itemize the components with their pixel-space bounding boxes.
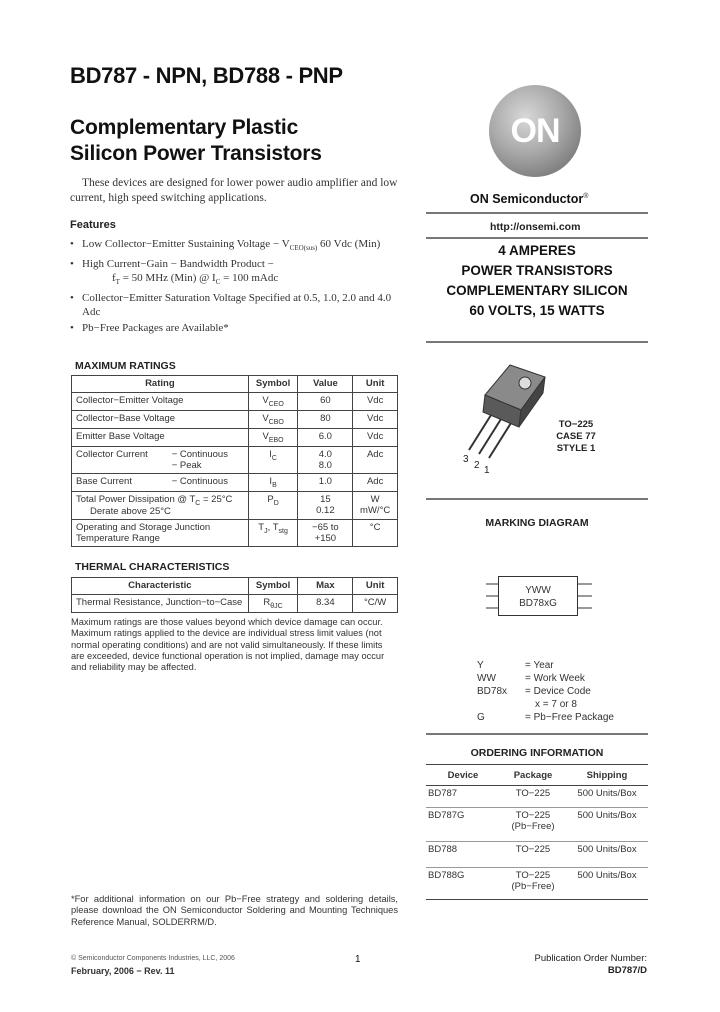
footer-right: [520, 953, 647, 977]
lead-2: [479, 419, 501, 454]
bullet-icon: •: [70, 292, 74, 305]
bullet-icon: •: [70, 238, 74, 250]
publication-label: Publication Order Number:: [534, 953, 647, 964]
page-number: 1: [355, 954, 361, 965]
pin-label: 3: [463, 454, 469, 465]
intro-paragraph: These devices are designed for lower power audio amplifier and low current, high speed switching applications.: [70, 177, 398, 204]
on-logo: [489, 85, 581, 177]
table-row: BD787 TO−225 500 Units/Box: [428, 788, 637, 799]
feature-item: • Collector−Emitter Saturation Voltage Specified at 0.5, 1.0, 2.0 and 4.0 Adc: [70, 292, 392, 319]
logo-text: ON: [510, 111, 560, 150]
part-title: BD787 - NPN, BD788 - PNP: [70, 63, 343, 88]
max-ratings-heading: MAXIMUM RATINGS: [75, 360, 176, 372]
footnote: *For additional information on our Pb−Free strategy and soldering details, please download the ON Semiconductor Soldering and Mounting Techniques Reference Manual, SOLDERRM/D.: [71, 894, 398, 927]
features-list: [70, 237, 410, 337]
table-row: Collector−Emitter Voltage $V_{CEO}$ 60 Vdc: [72, 393, 398, 411]
table-header-row: Characteristic Symbol Max Unit: [72, 578, 398, 595]
bullet-icon: •: [70, 258, 74, 271]
ft-spec: $f_T = 50$ MHz (Min) @ $I_C = 100$ mAdc: [112, 272, 279, 287]
company-name: ON Semiconductor®: [470, 192, 589, 206]
copyright: © Semiconductor Components Industries, LLC, 2006: [71, 955, 235, 962]
marking-heading: MARKING DIAGRAM: [485, 517, 589, 529]
marking-pins: [486, 576, 592, 616]
features-heading: Features: [70, 219, 116, 231]
table-row: BD788 TO−225 500 Units/Box: [426, 842, 648, 868]
publication-number: BD787/D: [607, 965, 647, 976]
table-row: Collector−Base Voltage $V_{CBO}$ 80 Vdc: [72, 410, 398, 428]
feature-item: • Pb−Free Packages are Available*: [70, 322, 229, 335]
table-row: Collector Current − Continuous − Peak $I_C$ 4.0 8.0 Adc: [72, 446, 398, 473]
table-row: Operating and Storage Junction Temperature Range $T_J$, $T_{stg}$ −65 to +150 °C: [72, 520, 398, 547]
thermal-table: [71, 577, 398, 613]
footer-left: [71, 953, 235, 977]
thermal-heading: THERMAL CHARACTERISTICS: [75, 561, 230, 573]
pin-label: 2: [474, 460, 480, 471]
table-row: BD787G TO−225 (Pb−Free) 500 Units/Box: [426, 808, 648, 842]
marking-legend: Y = Year WW = Work Week BD78x = Device Code x = 7 or 8 G = Pb−Free Package: [477, 660, 614, 723]
lead-3: [469, 415, 491, 450]
feature-item: • Low Collector−Emitter Sustaining Voltage − $V_{CEO(sus)}$ 60 Vdc (Min): [70, 238, 381, 253]
table-row: Base Current − Continuous $I_B$ 1.0 Adc: [72, 473, 398, 491]
lead-1: [489, 423, 511, 458]
revision-date: February, 2006 − Rev. 11: [71, 966, 175, 976]
divider: [426, 733, 648, 735]
ratings-notes: Maximum ratings are those values beyond which device damage can occur. Maximum ratings applied to the device are individual stress limit values (not normal operating conditions) and are not valid simultaneously. If these limits are exceeded, device functional operation is not implied, damage may occur and reliability may be affected.: [71, 617, 385, 673]
package-label: TO−225 CASE 77 STYLE 1: [556, 419, 596, 454]
to225-package-icon: [455, 355, 555, 465]
title-line-2: Silicon Power Transistors: [70, 142, 322, 165]
title-line-1: Complementary Plastic: [70, 116, 299, 139]
bullet-icon: •: [70, 322, 74, 335]
document-title: [70, 115, 322, 167]
ordering-table: [426, 764, 648, 900]
device-description: 4 AMPERES POWER TRANSISTORS COMPLEMENTARY SILICON 60 VOLTS, 15 WATTS: [446, 243, 628, 318]
table-row: Emitter Base Voltage $V_{EBO}$ 6.0 Vdc: [72, 428, 398, 446]
table-header-row: Device Package Shipping: [426, 765, 648, 786]
website-url[interactable]: http://onsemi.com: [490, 221, 581, 233]
ordering-heading: ORDERING INFORMATION: [470, 747, 604, 759]
max-ratings-table: [71, 375, 398, 547]
mounting-hole: [519, 377, 531, 389]
table-row: Thermal Resistance, Junction−to−Case $R_{\theta JC}$ 8.34 °C/W: [72, 595, 398, 613]
table-row: Total Power Dissipation @ $T_C = 25^\circ C$ Derate above 25°C $P_D$ 15 0.12 W mW/°C: [72, 491, 398, 520]
marking-box: YWW BD78xG: [498, 576, 578, 616]
feature-item: • High Current−Gain − Bandwidth Product − $f_T = 50$ MHz (Min) @ $I_C = 100$ mAdc: [70, 257, 410, 289]
pin-label: 1: [484, 465, 490, 476]
table-row: BD788G TO−225 (Pb−Free) 500 Units/Box: [426, 868, 648, 900]
divider: [426, 212, 648, 214]
divider: [426, 341, 648, 343]
table-header-row: Rating Symbol Value Unit: [72, 376, 398, 393]
divider: [426, 498, 648, 500]
divider: [426, 237, 648, 239]
